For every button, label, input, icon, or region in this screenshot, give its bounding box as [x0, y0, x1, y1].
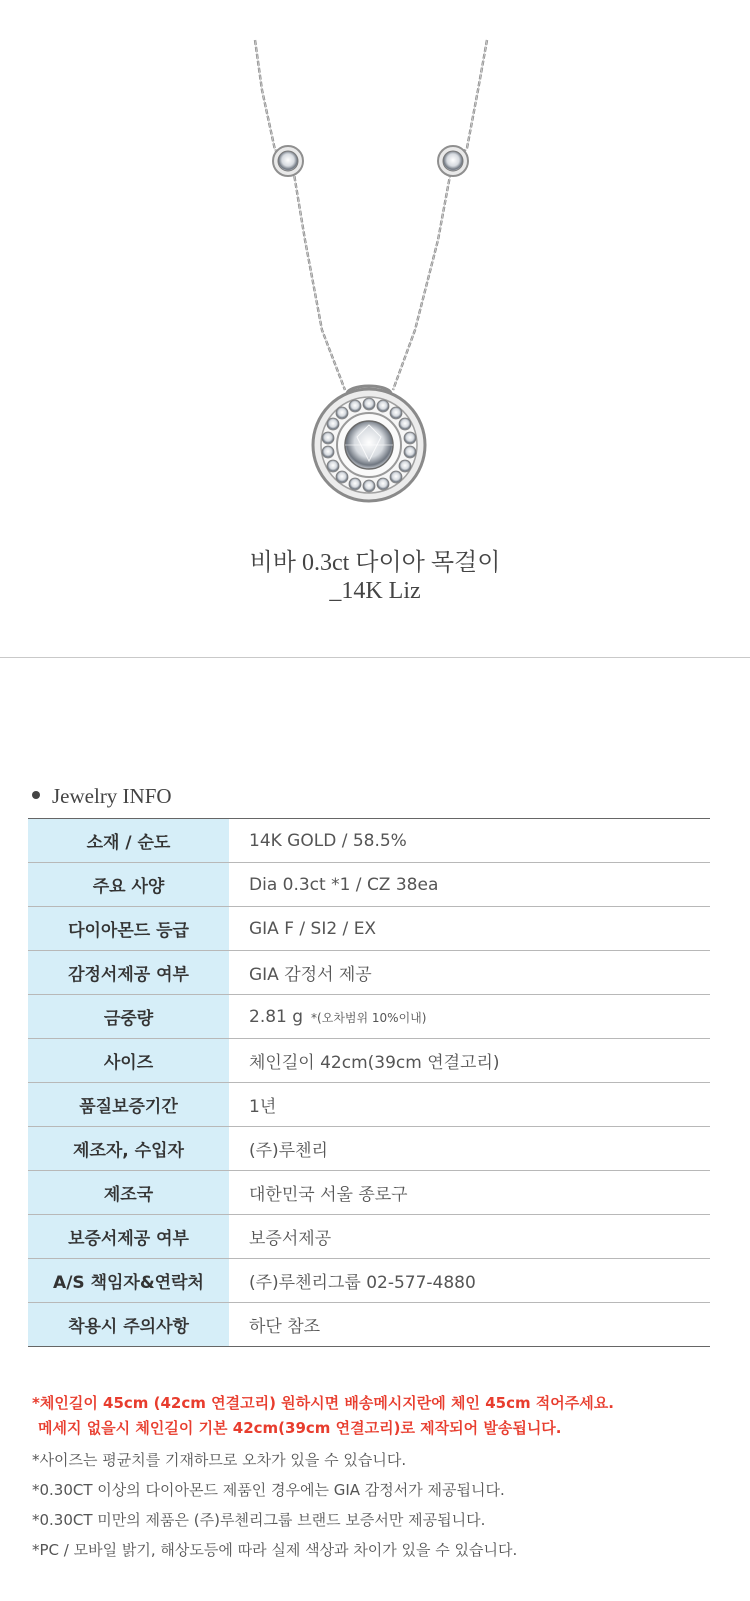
general-notes: [32, 1445, 517, 1565]
row-value: (주)루첸리그룹 02-577-4880: [229, 1259, 710, 1303]
table-row: [28, 863, 710, 907]
note-line: *0.30CT 이상의 다이아몬드 제품인 경우에는 GIA 감정서가 제공됩니다.: [32, 1481, 505, 1499]
table-row: [28, 907, 710, 951]
spec-table: [28, 818, 710, 1347]
row-label: 보증서제공 여부: [28, 1215, 229, 1259]
row-label: 사이즈: [28, 1039, 229, 1083]
note-line: *0.30CT 미만의 제품은 (주)루첸리그룹 브랜드 보증서만 제공됩니다.: [32, 1511, 486, 1529]
row-label: 주요 사양: [28, 863, 229, 907]
note-line: *PC / 모바일 밝기, 해상도등에 따라 실제 색상과 차이가 있을 수 있습니다.: [32, 1541, 518, 1559]
row-value: 보증서제공: [229, 1215, 710, 1259]
row-value: 1년: [229, 1083, 710, 1127]
chain-length-notice: [32, 1391, 614, 1441]
row-value: GIA 감정서 제공: [229, 951, 710, 995]
row-value: 대한민국 서울 종로구: [229, 1171, 710, 1215]
table-row: [28, 1127, 710, 1171]
note-line: *사이즈는 평균치를 기재하므로 오차가 있을 수 있습니다.: [32, 1451, 407, 1469]
row-label: 착용시 주의사항: [28, 1303, 229, 1347]
notice-line: *체인길이 45cm (42cm 연결고리) 원하시면 배송메시지란에 체인 45cm 적어주세요.: [32, 1394, 614, 1412]
table-row: [28, 1215, 710, 1259]
row-label: 소재 / 순도: [28, 819, 229, 863]
necklace-image: [0, 0, 750, 530]
notice-line: 메세지 없을시 체인길이 기본 42cm(39cm 연결고리)로 제작되어 발송됩니다.: [38, 1419, 562, 1437]
row-label: 품질보증기간: [28, 1083, 229, 1127]
section-divider: [0, 657, 750, 658]
table-row: [28, 1083, 710, 1127]
table-row: [28, 819, 710, 863]
row-label: 다이아몬드 등급: [28, 907, 229, 951]
table-row: [28, 1171, 710, 1215]
row-value: Dia 0.3ct *1 / CZ 38ea: [229, 863, 710, 907]
row-label: 금중량: [28, 995, 229, 1039]
jewelry-info-heading: Jewelry INFO: [32, 784, 172, 809]
table-row: [28, 1303, 710, 1347]
row-value: (주)루첸리: [229, 1127, 710, 1171]
station-diamond-left: [273, 146, 303, 176]
station-diamond-right: [438, 146, 468, 176]
product-subtitle: _14K Liz: [329, 578, 421, 604]
weight-note: *(오차범위 10%이내): [311, 1010, 427, 1025]
row-label: 감정서제공 여부: [28, 951, 229, 995]
row-value: [229, 995, 710, 1039]
table-row: [28, 1039, 710, 1083]
row-value: 체인길이 42cm(39cm 연결고리): [229, 1039, 710, 1083]
table-row: [28, 1259, 710, 1303]
table-row: [28, 995, 710, 1039]
row-value: GIA F / SI2 / EX: [229, 907, 710, 951]
weight-value: 2.81 g: [249, 1006, 304, 1027]
product-hero: [0, 0, 750, 610]
row-label: A/S 책임자&연락처: [28, 1259, 229, 1303]
product-title: 비바 0.3ct 다이아 목걸이: [249, 550, 501, 576]
row-label: 제조자, 수입자: [28, 1127, 229, 1171]
row-value: 14K GOLD / 58.5%: [229, 819, 710, 863]
row-label: 제조국: [28, 1171, 229, 1215]
table-row: [28, 951, 710, 995]
pendant: [313, 389, 425, 501]
bullet-icon: [32, 791, 40, 799]
row-value: 하단 참조: [249, 1317, 321, 1337]
